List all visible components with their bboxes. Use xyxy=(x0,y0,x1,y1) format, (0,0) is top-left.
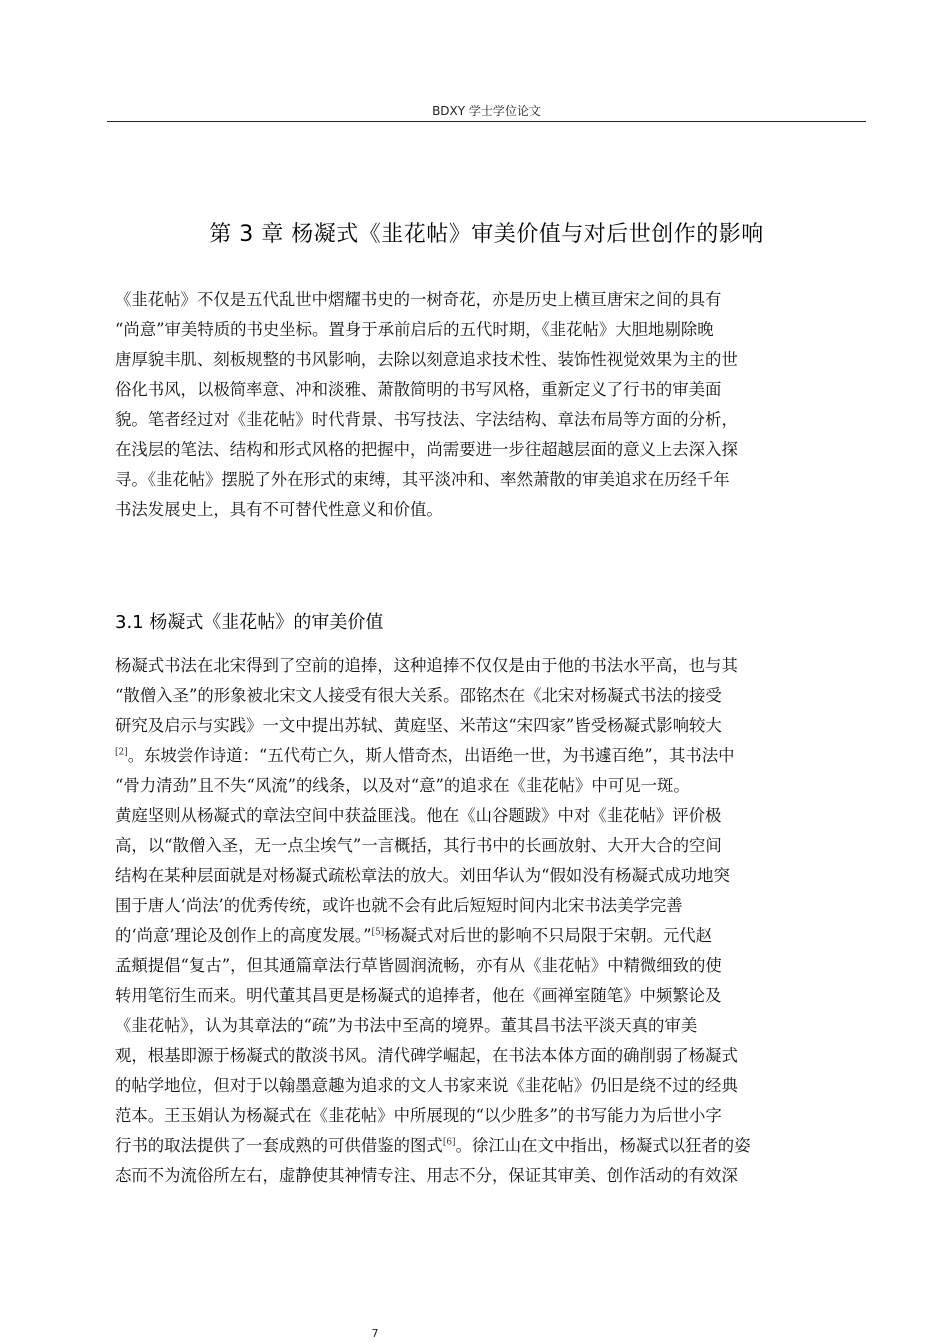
paragraph-line: 杨凝式书法在北宋得到了空前的追捧，这种追捧不仅仅是由于他的书法水平高，也与其 xyxy=(115,656,738,675)
paragraph-line xyxy=(115,741,860,771)
paragraph-line: 高，以“散僧入圣，无一点尘埃气”一言概括，其行书中的长画放射、大开大合的空间 xyxy=(115,836,722,855)
paragraph-line: 研究及启示与实践》一文中提出苏轼、黄庭坚、米芾这“宋四家”皆受杨凝式影响较大 xyxy=(115,716,722,735)
page-number: 7 xyxy=(371,1327,379,1340)
line-text: 杨凝式对后世的影响不只局限于宋朝。元代赵 xyxy=(384,926,713,945)
paragraph-line: “散僧入圣”的形象被北宋文人接受有很大关系。邵铭杰在《北宋对杨凝式书法的接受 xyxy=(115,686,722,705)
paragraph-line: 黄庭坚则从杨凝式的章法空间中获益匪浅。他在《山谷题跋》中对《韭花帖》评价极 xyxy=(115,806,722,825)
line-text: 。东坡尝作诗道：“五代苟亡久，斯人惜奇杰，出语绝一世，为书遽百绝”，其书法中 xyxy=(127,746,735,765)
paragraph-line: 的帖学地位，但对于以翰墨意趣为追求的文人书家来说《韭花帖》仍旧是绕不过的经典 xyxy=(115,1076,738,1095)
paragraph-line: 《韭花帖》，认为其章法的“疏”为书法中至高的境界。董其昌书法平淡天真的审美 xyxy=(115,1016,698,1035)
paragraph-line: 唐厚貌丰肌、刻板规整的书风影响，去除以刻意追求技术性、装饰性视觉效果为主的世 xyxy=(115,350,738,369)
paragraph-line: 俗化书风，以极简率意、冲和淡雅、萧散简明的书写风格，重新定义了行书的审美面 xyxy=(115,380,722,399)
section-body-paragraph xyxy=(115,651,860,1191)
section-heading: 3.1 杨凝式《韭花帖》的审美价值 xyxy=(115,612,384,633)
paragraph-line: 范本。王玉娟认为杨凝式在《韭花帖》中所展现的“以少胜多”的书写能力为后世小字 xyxy=(115,1106,722,1125)
paragraph-line: 观，根基即源于杨凝式的散淡书风。清代碑学崛起，在书法本体方面的确削弱了杨凝式 xyxy=(115,1046,738,1065)
line-text: 行书的取法提供了一套成熟的可供借鉴的图式 xyxy=(115,1136,443,1155)
paragraph-line: 态而不为流俗所左右，虚静使其神情专注、用志不分，保证其审美、创作活动的有效深 xyxy=(115,1166,738,1185)
line-text: 的‘尚意’理论及创作上的高度发展。” xyxy=(115,926,372,945)
paragraph-line: 《韭花帖》不仅是五代乱世中熠耀书史的一树奇花，亦是历史上横亘唐宋之间的具有 xyxy=(115,290,722,309)
paragraph-line: 围于唐人‘尚法’的优秀传统，或许也就不会有此后短短时间内北宋书法美学完善 xyxy=(115,896,683,915)
intro-paragraph xyxy=(115,285,860,525)
paragraph-line: 书法发展史上，具有不可替代性意义和价值。 xyxy=(115,500,443,519)
header-rule xyxy=(107,121,866,122)
chapter-title: 第 3 章 杨凝式《韭花帖》审美价值与对后世创作的影响 xyxy=(209,222,764,247)
paragraph-line xyxy=(115,1131,860,1161)
paragraph-line: 孟頫提倡“复古”，但其通篇章法行草皆圆润流畅，亦有从《韭花帖》中精微细致的使 xyxy=(115,956,722,975)
paragraph-line: 在浅层的笔法、结构和形式风格的把握中，尚需要进一步往超越层面的意义上去深入探 xyxy=(115,440,738,459)
paragraph-line xyxy=(115,921,860,951)
citation-ref[interactable]: [2] xyxy=(115,747,128,758)
paragraph-line: 寻。《韭花帖》摆脱了外在形式的束缚，其平淡冲和、率然萧散的审美追求在历经千年 xyxy=(115,470,730,489)
paragraph-line: 转用笔衍生而来。明代董其昌更是杨凝式的追捧者，他在《画禅室随笔》中频繁论及 xyxy=(115,986,722,1005)
citation-ref[interactable]: [6] xyxy=(442,1137,456,1148)
paragraph-line: “尚意”审美特质的书史坐标。置身于承前启后的五代时期，《韭花帖》大胆地剔除晚 xyxy=(115,320,714,339)
citation-ref[interactable]: [5] xyxy=(371,927,385,938)
line-text: 。徐江山在文中指出，杨凝式以狂者的姿 xyxy=(455,1136,751,1155)
paragraph-line: 结构在某种层面就是对杨凝式疏松章法的放大。刘田华认为“假如没有杨凝式成功地突 xyxy=(115,866,730,885)
paragraph-line: 貌。笔者经过对《韭花帖》时代背景、书写技法、字法结构、章法布局等方面的分析， xyxy=(115,410,738,429)
paragraph-line: “骨力清劲”且不失“风流”的线条，以及对“意”的追求在《韭花帖》中可见一斑。 xyxy=(115,776,690,795)
running-header: BDXY 学士学位论文 xyxy=(432,104,541,118)
